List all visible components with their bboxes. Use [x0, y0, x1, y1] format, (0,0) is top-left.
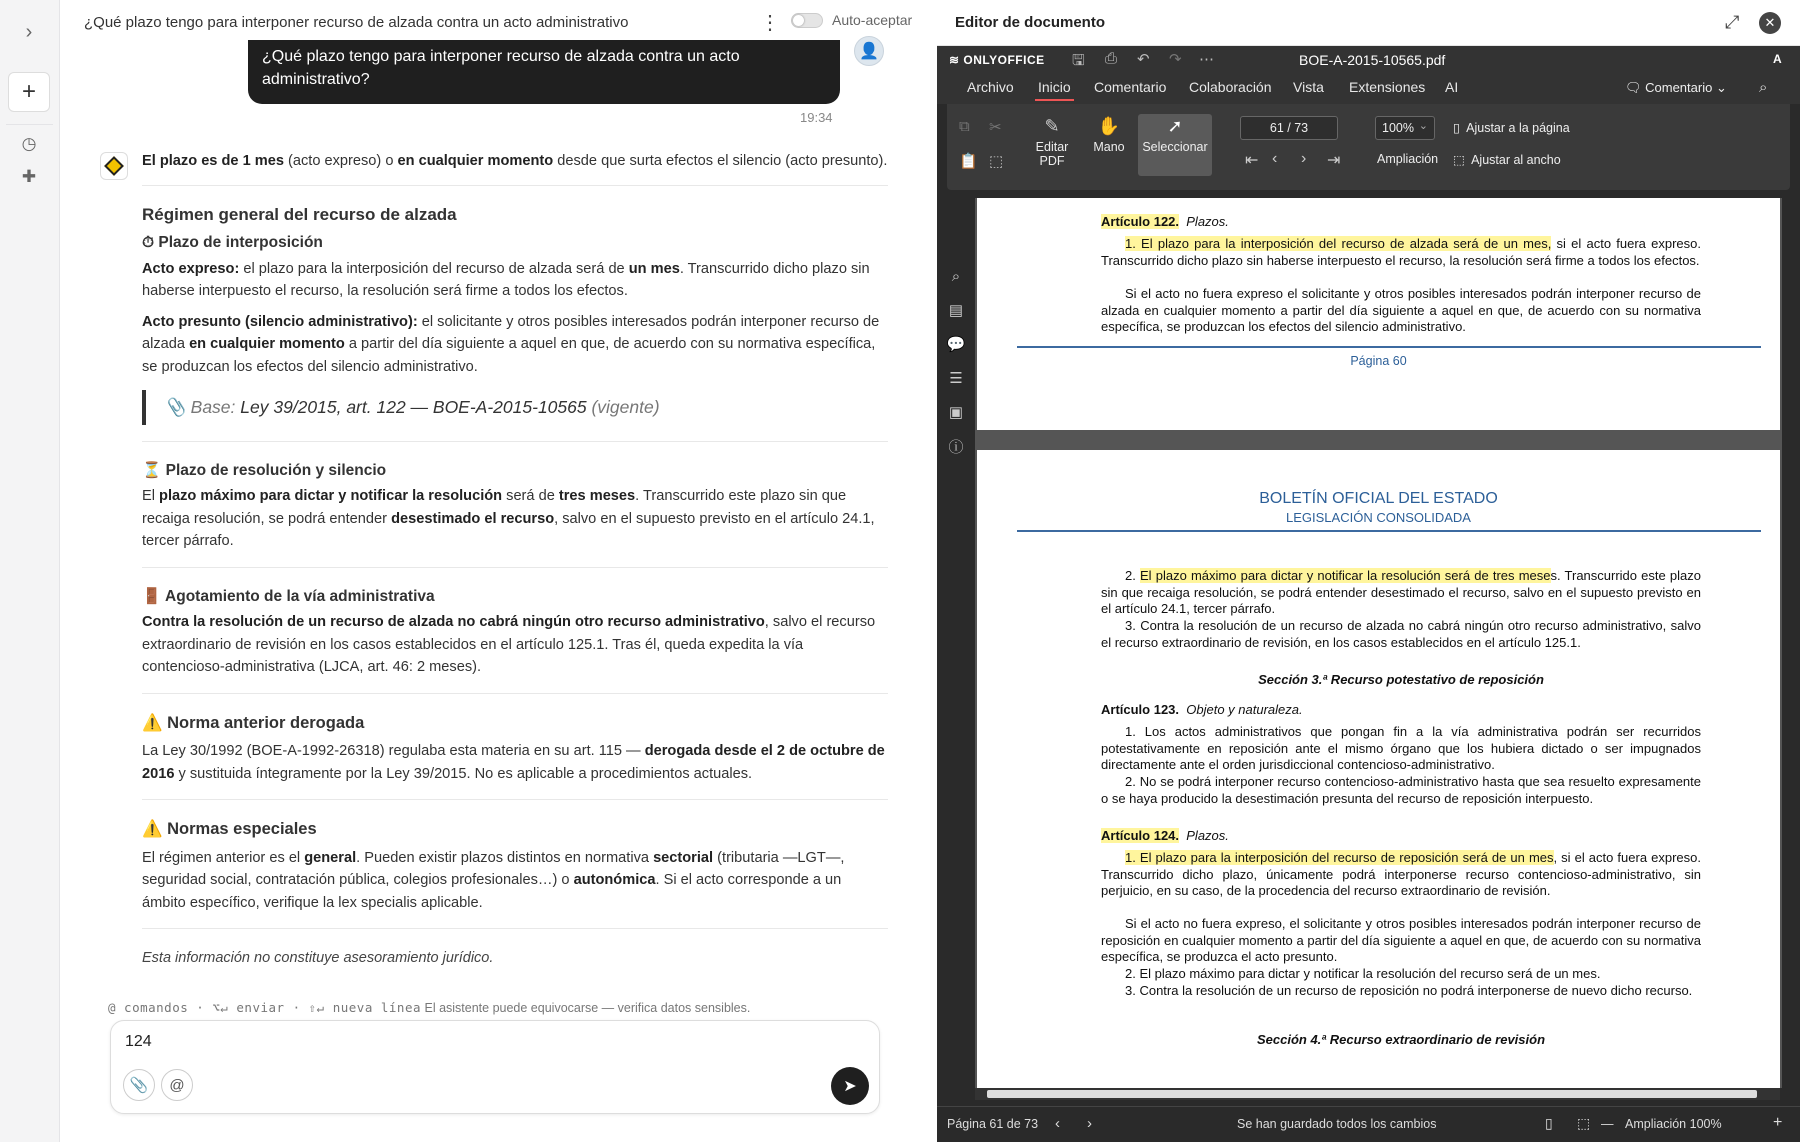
paste-icon[interactable]: 📋 — [959, 153, 978, 170]
prev-page-icon[interactable]: ‹ — [1272, 150, 1278, 167]
cursor-icon: ➚ — [1167, 116, 1183, 136]
answer-summary: El plazo es de 1 mes (acto expreso) o en cualquier momento desde que surta efectos el silencio (acto presunto). — [142, 153, 888, 169]
subsection-heading: ⏳ Plazo de resolución y silencio — [142, 461, 387, 479]
status-bar — [937, 1106, 1800, 1142]
subsection-heading: 🚪 Agotamiento de la vía administrativa — [142, 587, 435, 605]
divider — [142, 185, 888, 186]
print-icon[interactable]: ⎙ — [1105, 50, 1118, 67]
article-124-para-3: 3. Contra la resolución de un recurso de reposición no podrá interponerse de nuevo dicho recurso. — [1125, 983, 1693, 998]
pdf-page-61 — [977, 450, 1780, 1088]
select-all-icon[interactable]: ⬚ — [989, 153, 1004, 170]
search-icon[interactable]: ⌕ — [951, 267, 961, 285]
next-page-icon[interactable]: › — [1087, 1115, 1092, 1132]
user-message-bubble: ¿Qué plazo tengo para interponer recurso de alzada contra un acto administrativo? — [248, 40, 840, 104]
menu-inicio[interactable]: Inicio — [1038, 79, 1071, 95]
paragraph-acto-expreso: Acto expreso: el plazo para la interposición del recurso de alzada será de un mes. Transcurrido dicho plazo sin haberse interpuesto el recurso, la resolución será firme a todos los efectos. — [142, 260, 870, 299]
last-page-icon[interactable]: ⇥ — [1327, 152, 1341, 169]
onlyoffice-topbar — [937, 46, 1800, 104]
section-3-heading: Sección 3.ª Recurso potestativo de reposición — [1258, 672, 1544, 687]
save-status: Se han guardado todos los cambios — [1237, 1117, 1437, 1131]
article-124-heading: Artículo 124. Plazos. — [1101, 828, 1229, 843]
message-input[interactable]: 124 — [125, 1033, 152, 1050]
send-button[interactable]: ➤ — [831, 1067, 869, 1105]
paragraph-especiales: El régimen anterior es el general. Pueden existir plazos distintos en normativa sectorial (tributaria —LGT—, seguridad social, contratación pública, colegios profesionales…) o autonómica. Si el acto corresponde a un ámbito específico, verifique la lex specialis aplicable. — [142, 849, 845, 911]
article-122-para-1: 1. El plazo para la interposición del recurso de alzada será de un mes, si el acto fuera expreso. Transcurrido dicho plazo sin haberse interpuesto el recurso, la resolución será firme a todos los efectos. — [1101, 236, 1701, 268]
auto-accept-label: Auto-aceptar — [832, 12, 913, 28]
article-122-para-2b: 2. El plazo máximo para dictar y notificar la resolución será de tres meses. Transcurrido este plazo sin que recaiga resolución, se podrá entender desestimado el recurso, salvo en el supuesto previsto en el artículo 24.1, tercer párrafo. — [1101, 568, 1701, 617]
page-header-title: BOLETÍN OFICIAL DEL ESTADO — [1259, 490, 1498, 507]
zoom-in-icon[interactable]: + — [1773, 1114, 1783, 1131]
page-footer: Página 60 — [1350, 354, 1407, 368]
menu-vista[interactable]: Vista — [1293, 79, 1324, 95]
fit-width-icon[interactable]: ⬚ — [1577, 1115, 1591, 1131]
history-icon[interactable]: ◷ — [21, 134, 37, 153]
ribbon-toolbar — [947, 104, 1790, 190]
subsection-heading: ⏱ Plazo de interposición — [142, 234, 323, 251]
hand-tool-button[interactable]: ✋ Mano — [1087, 116, 1131, 154]
fit-page-icon[interactable]: ▯ — [1545, 1115, 1553, 1131]
legal-basis-quote: 📎 Base: Ley 39/2015, art. 122 — BOE-A-2015-10565 (vigente) — [142, 390, 888, 425]
pdf-page-60 — [977, 198, 1780, 430]
article-124-para-1b: Si el acto no fuera expreso, el solicitante y otros posibles interesados podrán interponer recurso de reposición en cualquier momento a partir del día siguiente a aquel en que, de acuerdo con su normativa específica, se produzca el acto presunto. — [1101, 916, 1701, 965]
document-editor-panel — [937, 0, 1800, 1142]
undo-icon[interactable]: ↶ — [1137, 51, 1150, 68]
disclaimer: Esta información no constituye asesoramiento jurídico. — [142, 950, 494, 966]
onlyoffice-app — [937, 46, 1800, 1142]
subsection-heading: ⚠️ Norma anterior derogada — [142, 713, 365, 732]
save-icon[interactable]: 🖫 — [1072, 52, 1085, 69]
page-info: Página 61 de 73 — [947, 1117, 1039, 1131]
comments-icon[interactable]: ▤ — [948, 302, 964, 319]
user-avatar: 👤 — [854, 36, 884, 66]
fit-page-button[interactable]: ▯ Ajustar a la página — [1453, 121, 1570, 135]
chat-title: ¿Qué plazo tengo para interponer recurso de alzada contra un acto administrativo — [84, 14, 629, 31]
message-input-box[interactable] — [110, 1020, 880, 1114]
divider — [142, 567, 888, 568]
new-chat-button[interactable]: + — [8, 72, 50, 112]
article-122-para-3: 3. Contra la resolución de un recurso de alzada no cabrá ningún otro recurso administrativo, salvo el recurso extraordinario de revisión, en los casos establecidos en el artículo 125.1. — [1101, 618, 1701, 650]
article-124-para-1: 1. El plazo para la interposición del recurso de reposición será de un mes, si el acto fuera expreso. Transcurrido dicho plazo, únicamente podrá interponerse recurso contencioso-administrativo, sin perjuicio, en su caso, de la procedencia del recurso extraordinario de revisión. — [1101, 850, 1701, 899]
fit-width-button[interactable]: ⬚ Ajustar al ancho — [1453, 153, 1561, 167]
prev-page-icon[interactable]: ‹ — [1055, 1115, 1060, 1132]
section-heading: Régimen general del recurso de alzada — [142, 204, 457, 224]
zoom-out-icon[interactable]: — — [1601, 1117, 1614, 1131]
article-123-para-2: 2. No se podrá interponer recurso contencioso-administrativo hasta que sea resuelto expresamente o se haya producido la desestimación presunta del recurso de reposición interpuesto. — [1101, 774, 1701, 806]
more-icon[interactable]: ⋯ — [1199, 51, 1214, 68]
left-toolbar — [937, 190, 975, 1090]
page-header-subtitle: LEGISLACIÓN CONSOLIDADA — [1286, 510, 1471, 525]
document-viewport[interactable] — [975, 198, 1800, 1088]
auto-accept-toggle[interactable] — [791, 13, 823, 28]
close-icon[interactable]: ✕ — [1759, 12, 1781, 34]
article-124-para-2: 2. El plazo máximo para dictar y notificar la resolución del recurso será de un mes. — [1125, 966, 1601, 981]
info-icon[interactable]: ⓘ — [948, 438, 964, 456]
paragraph-resolution: El plazo máximo para dictar y notificar la resolución será de tres meses. Transcurrido este plazo sin que recaiga resolución, se podrá entender desestimado el recurso, salvo en el supuesto previsto en el artículo 24.1, tercer párrafo. — [142, 488, 875, 549]
resolution-block — [142, 460, 888, 553]
menu-ai[interactable]: AI — [1445, 79, 1459, 95]
headings-icon[interactable]: ☰ — [949, 370, 963, 387]
agotamiento-block — [142, 586, 888, 679]
menu-archivo[interactable]: Archivo — [967, 79, 1014, 95]
paragraph-acto-presunto: Acto presunto (silencio administrativo): el solicitante y otros posibles interesados podrán interponer recurso de alzada en cualquier momento a partir del día siguiente a aquel en que, de acuerdo con su normativa específica, se produzcan los efectos del silencio administrativo. — [142, 313, 880, 375]
user-avatar[interactable]: A — [1773, 52, 1782, 66]
attach-icon[interactable]: 📎 — [123, 1069, 155, 1101]
paragraph-derogada: La Ley 30/1992 (BOE-A-1992-26318) regulaba esta materia en su art. 115 — derogada desde el 2 de octubre de 2016 y sustituida íntegramente por la Ley 39/2015. No es aplicable a procedimientos actuales. — [142, 743, 885, 782]
zoom-status: Ampliación 100% — [1625, 1117, 1722, 1131]
thumbnails-icon[interactable]: ▣ — [948, 404, 964, 421]
onlyoffice-logo: ≋ ONLYOFFICE — [949, 53, 1045, 67]
article-122-para-2: Si el acto no fuera expreso el solicitante y otros posibles interesados podrán interponer recurso de alzada en cualquier momento a partir del día siguiente a aquel en que, de acuerdo con su normativa específica, se produzcan los efectos del silencio administrativo. — [1101, 286, 1701, 335]
chat-panel — [60, 0, 930, 1142]
hand-icon: ✋ — [1097, 116, 1121, 136]
menu-comentario[interactable]: Comentario — [1094, 79, 1167, 95]
article-123-para-1: 1. Los actos administrativos que pongan fin a la vía administrativa podrán ser recurridos potestativamente en reposición ante el mismo órgano que los hubiera dictado o ser impugnados directamente ante el orden jurisdiccional contencioso-administrativo. — [1101, 724, 1701, 773]
first-page-icon[interactable]: ⇤ — [1245, 152, 1259, 169]
page-number-field[interactable]: 61 / 73 — [1240, 116, 1338, 140]
expand-icon[interactable]: ⤢ — [1725, 12, 1740, 32]
assistant-avatar — [100, 152, 128, 180]
zoom-select[interactable]: 100% ⌄ — [1375, 116, 1435, 140]
document-vertical-scrollbar[interactable] — [1782, 198, 1800, 1088]
input-hint: @ comandos · ⌥↵ enviar · ⇧↵ nueva línea El asistente puede equivocarse — verifica datos sensibles. — [108, 1000, 751, 1015]
cut-icon[interactable]: ✂ — [989, 119, 1002, 136]
especiales-block — [142, 818, 888, 914]
document-horizontal-scrollbar[interactable] — [975, 1088, 1780, 1100]
file-name: BOE-A-2015-10565.pdf — [1299, 52, 1446, 68]
puzzle-icon[interactable]: ✚ — [21, 167, 37, 186]
divider — [142, 693, 888, 694]
section-4-heading: Sección 4.ª Recurso extraordinario de revisión — [1256, 1032, 1546, 1047]
divider — [142, 799, 888, 800]
comment-button[interactable]: 🗨 Comentario ⌄ — [1625, 80, 1727, 95]
menu-colaboracion[interactable]: Colaboración — [1189, 79, 1272, 95]
paragraph-agotamiento: Contra la resolución de un recurso de alzada no cabrá ningún otro recurso administrativo, salvo el recurso extraordinario de revisión en los casos establecidos en el artículo 125.1. Tras él, queda expedita la vía contencioso-administrativa (LJCA, art. 46: 2 meses). — [142, 614, 876, 675]
select-tool-label: ➚ Seleccionar — [1138, 116, 1212, 154]
redo-icon[interactable]: ↷ — [1169, 51, 1182, 68]
next-page-icon[interactable]: › — [1301, 150, 1307, 167]
zoom-label: Ampliación — [1377, 152, 1439, 166]
article-123-heading: Artículo 123. Objeto y naturaleza. — [1101, 702, 1303, 717]
edit-pdf-button[interactable]: ✎ Editar PDF — [1027, 116, 1077, 168]
assistant-answer — [142, 150, 888, 970]
menu-extensiones[interactable]: Extensiones — [1349, 79, 1426, 95]
left-rail — [0, 0, 60, 1142]
subsection-heading: ⚠️ Normas especiales — [142, 820, 317, 838]
search-icon[interactable]: ⌕ — [1759, 79, 1768, 96]
page-header-rule — [1017, 530, 1761, 532]
editor-title: Editor de documento — [955, 14, 1105, 31]
page-footer-rule — [1017, 346, 1761, 348]
derogada-block — [142, 712, 888, 786]
message-timestamp: 19:34 — [800, 110, 833, 125]
copy-icon[interactable]: ⧉ — [959, 118, 970, 135]
editor-header — [937, 0, 1800, 46]
divider — [142, 928, 888, 929]
expand-sidebar-icon[interactable]: › — [25, 20, 33, 43]
mention-icon[interactable]: @ — [161, 1069, 193, 1101]
chat-icon[interactable]: 💬 — [946, 336, 966, 353]
article-122-heading: Artículo 122. Plazos. — [1101, 214, 1229, 229]
divider — [142, 441, 888, 442]
more-options-icon[interactable]: ⋮ — [760, 12, 780, 34]
edit-pdf-icon: ✎ — [1044, 116, 1060, 136]
